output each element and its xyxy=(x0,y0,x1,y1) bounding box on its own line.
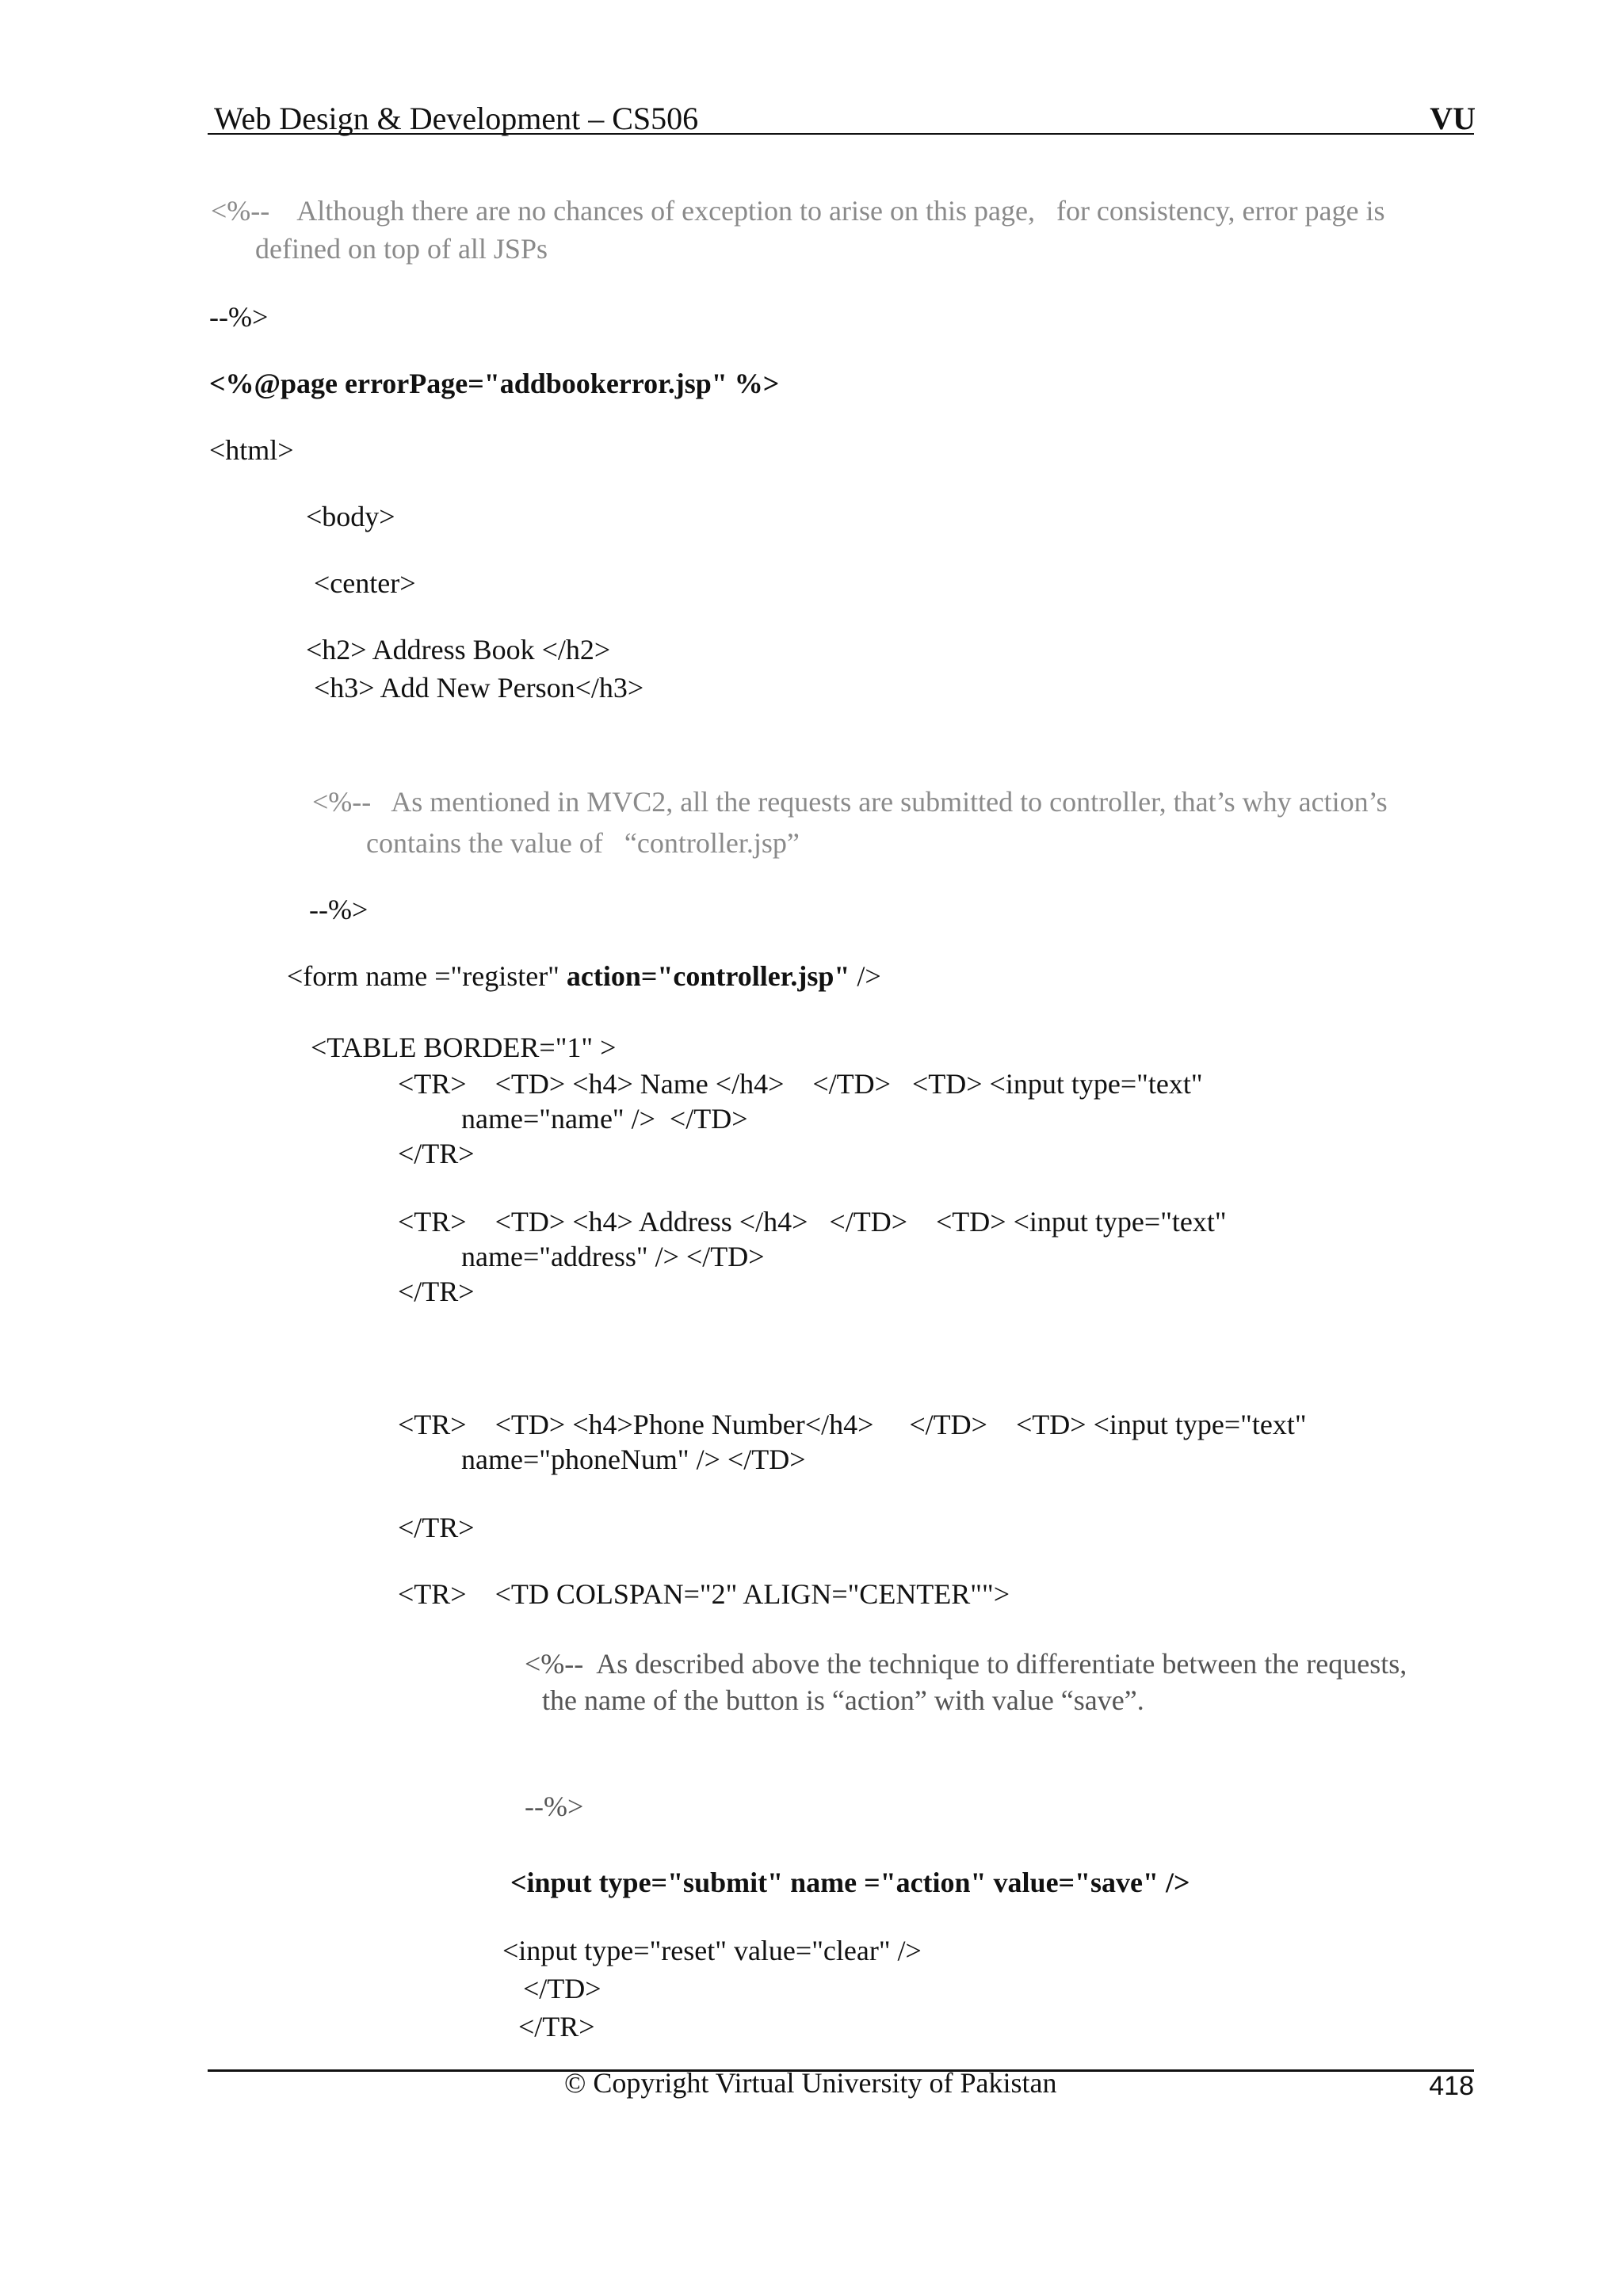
code-line: <center> xyxy=(314,567,416,599)
page-directive: <%@page errorPage="addbookerror.jsp" %> xyxy=(209,368,780,399)
code-line: </TR> xyxy=(398,1138,475,1169)
comment-line: the name of the button is “action” with value “save”. xyxy=(542,1684,1144,1716)
page-header-title: Web Design & Development – CS506 xyxy=(214,101,699,136)
comment-close: --%> xyxy=(525,1791,584,1822)
code-line: name="address" /> </TD> xyxy=(461,1241,765,1272)
page-number: 418 xyxy=(1429,2071,1474,2101)
reset-input-line: <input type="reset" value="clear" /> xyxy=(502,1935,922,1966)
code-line: <html> xyxy=(209,434,294,466)
code-line: name="name" /> </TD> xyxy=(461,1103,748,1135)
comment-line: <%-- As mentioned in MVC2, all the requests are submitted to controller, that’s why action’s xyxy=(312,786,1388,818)
code-line: name="phoneNum" /> </TD> xyxy=(461,1444,806,1475)
code-line: <body> xyxy=(306,501,395,532)
code-line: </TR> xyxy=(398,1512,475,1543)
footer-copyright: © Copyright Virtual University of Pakistan xyxy=(564,2067,1057,2099)
code-line: <h2> Address Book </h2> xyxy=(306,634,611,666)
comment-line: <%-- Although there are no chances of exception to arise on this page, for consistency, error page is xyxy=(211,195,1385,227)
comment-close: --%> xyxy=(209,301,269,333)
header-rule xyxy=(208,133,1474,135)
code-line: <h3> Add New Person</h3> xyxy=(314,672,644,704)
comment-close: --%> xyxy=(309,894,369,925)
form-line-start: <form name ="register" xyxy=(287,960,567,992)
page-header-vu: VU xyxy=(1430,101,1476,136)
code-line: <TR> <TD> <h4> Address </h4> </TD> <TD> <input type="text" xyxy=(398,1206,1227,1238)
comment-line: <%-- As described above the technique to differentiate between the requests, xyxy=(525,1648,1407,1680)
form-action-attr: action="controller.jsp" xyxy=(566,960,850,992)
code-line: </TR> xyxy=(518,2011,595,2042)
code-line: <TR> <TD> <h4> Name </h4> </TD> <TD> <input type="text" xyxy=(398,1068,1203,1100)
form-line-end: /> xyxy=(850,960,881,992)
code-line: <TR> <TD> <h4>Phone Number</h4> </TD> <TD> <input type="text" xyxy=(398,1409,1307,1440)
comment-line: contains the value of “controller.jsp” xyxy=(366,827,800,859)
code-line: <TABLE BORDER="1" > xyxy=(311,1032,617,1063)
code-line: </TR> xyxy=(398,1276,475,1307)
submit-input-line: <input type="submit" name ="action" value="save" /> xyxy=(510,1867,1190,1898)
code-line: <TR> <TD COLSPAN="2" ALIGN="CENTER""> xyxy=(398,1578,1010,1610)
code-line: </TD> xyxy=(523,1973,601,2004)
form-line xyxy=(287,959,881,994)
comment-line: defined on top of all JSPs xyxy=(255,233,548,265)
